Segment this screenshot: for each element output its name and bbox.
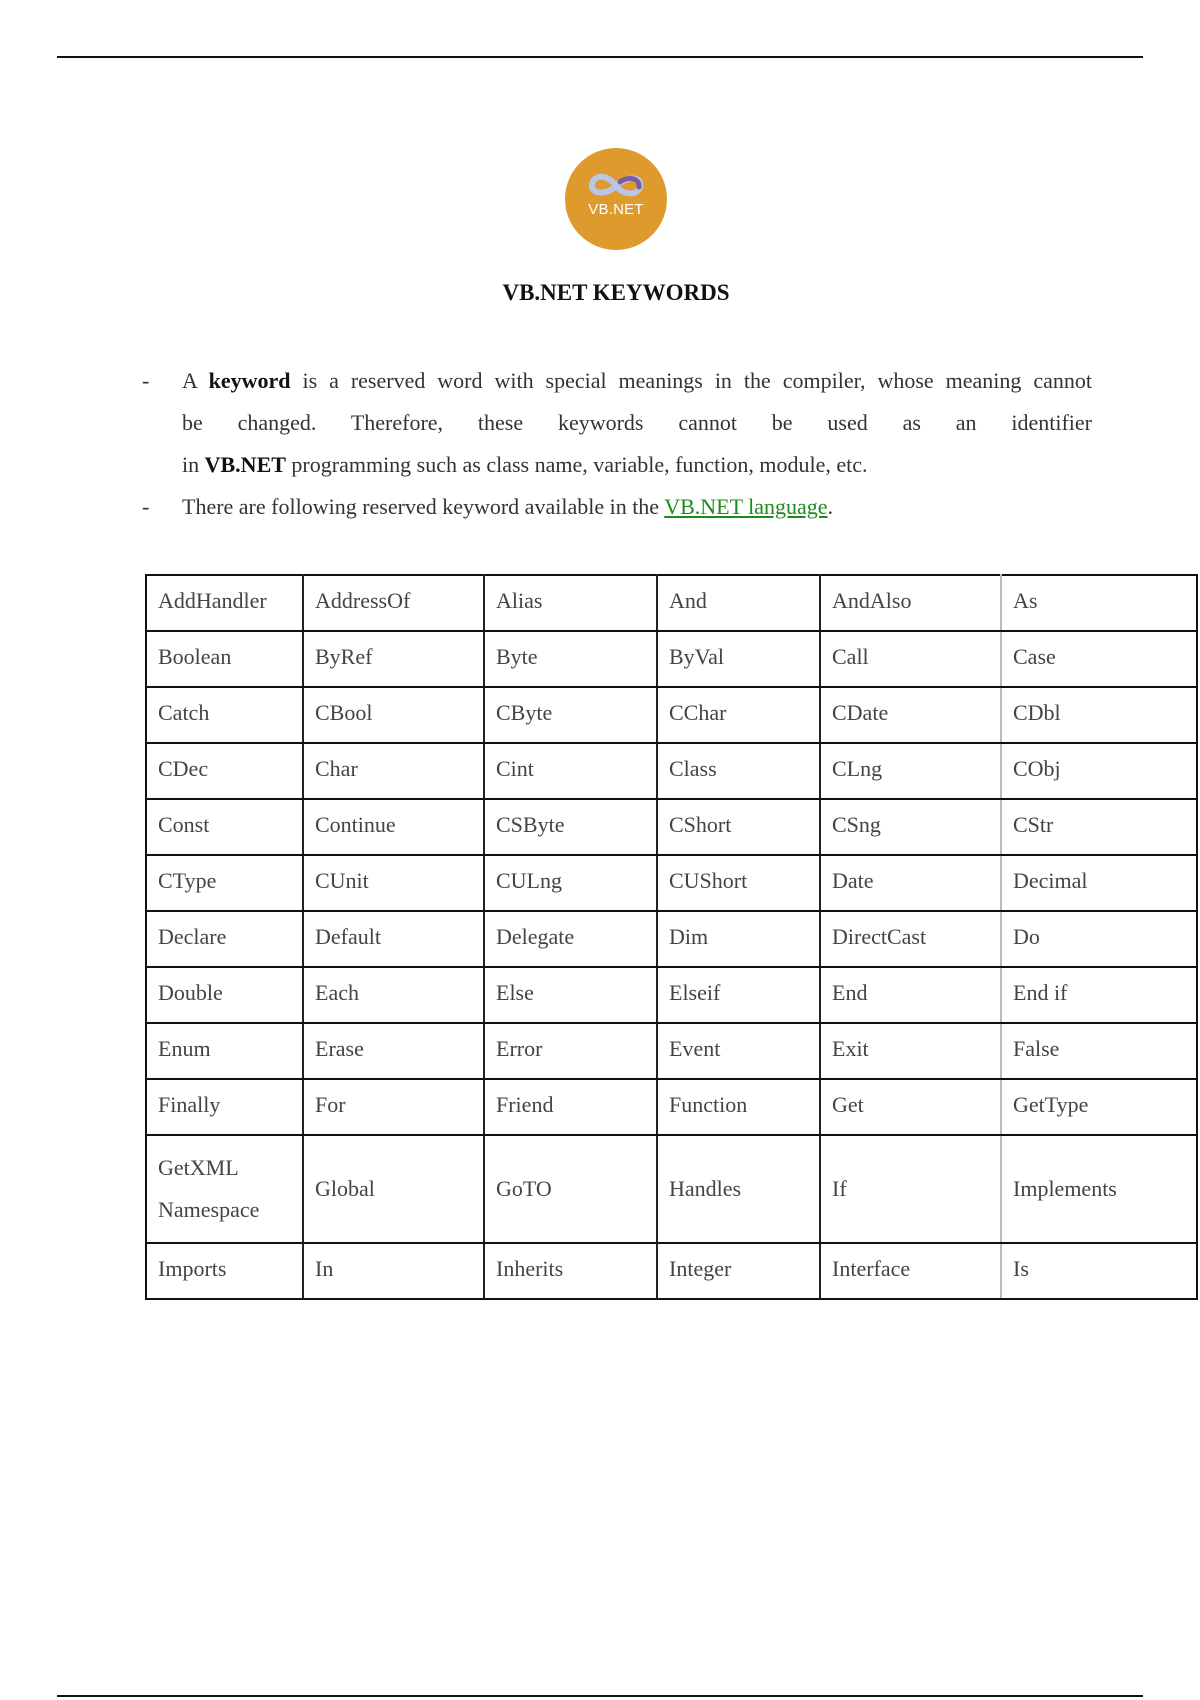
keyword-cell: CByte [484,687,657,743]
keyword-cell: Declare [146,911,303,967]
keyword-cell: Alias [484,575,657,631]
keyword-cell: For [303,1079,484,1135]
keyword-cell: Else [484,967,657,1023]
keyword-cell: Call [820,631,1001,687]
keyword-cell: Cint [484,743,657,799]
keyword-cell: Catch [146,687,303,743]
keyword-cell: End if [1001,967,1197,1023]
keyword-cell: Interface [820,1243,1001,1299]
keyword-cell: Default [303,911,484,967]
keyword-cell: CULng [484,855,657,911]
keyword-cell: Byte [484,631,657,687]
page-title: VB.NET KEYWORDS [502,280,730,305]
keyword-cell: Event [657,1023,820,1079]
table-row [146,855,1197,911]
keyword-cell: Const [146,799,303,855]
logo-text: VB.NET [588,201,644,218]
keyword-cell: Each [303,967,484,1023]
keyword-cell: Char [303,743,484,799]
table-row [146,687,1197,743]
keyword-cell: Get [820,1079,1001,1135]
vbnet-language-link[interactable]: VB.NET language [664,494,828,519]
keyword-cell: Global [303,1135,484,1243]
footer-rule [57,1695,1143,1697]
table-row [146,911,1197,967]
keyword-cell: ByRef [303,631,484,687]
keyword-cell: DirectCast [820,911,1001,967]
keyword-cell: Dim [657,911,820,967]
keyword-cell: CDate [820,687,1001,743]
keyword-cell: Elseif [657,967,820,1023]
keyword-cell: CStr [1001,799,1197,855]
infinity-icon [584,168,648,204]
keyword-cell: Class [657,743,820,799]
keyword-cell: Boolean [146,631,303,687]
table-row [146,743,1197,799]
keyword-cell: CObj [1001,743,1197,799]
bullet-line: A keyword is a reserved word with special meanings in the compiler, whose meaning cannot [182,368,1092,393]
keyword-cell: CShort [657,799,820,855]
table-row [146,631,1197,687]
vbnet-logo [565,148,667,250]
keyword-cell: AddressOf [303,575,484,631]
keyword-cell: CDbl [1001,687,1197,743]
keyword-cell: CSng [820,799,1001,855]
keyword-cell: Function [657,1079,820,1135]
table-row [146,1079,1197,1135]
table-row [146,1135,1197,1243]
keyword-cell: And [657,575,820,631]
table-row [146,575,1197,631]
keyword-cell: Erase [303,1023,484,1079]
keyword-cell: CType [146,855,303,911]
keyword-cell: CUShort [657,855,820,911]
table-row [146,1243,1197,1299]
keyword-cell: Delegate [484,911,657,967]
keyword-cell: Inherits [484,1243,657,1299]
bold-term: keyword [208,368,291,393]
keyword-cell: Implements [1001,1135,1197,1243]
bullet-line: be changed. Therefore, these keywords cannot be used as an identifier [182,410,1092,435]
keyword-cell: Enum [146,1023,303,1079]
keyword-cell: Error [484,1023,657,1079]
keyword-cell: CUnit [303,855,484,911]
table-row [146,1023,1197,1079]
bullet-dash: - [142,368,150,393]
keyword-cell: In [303,1243,484,1299]
keyword-cell: Imports [146,1243,303,1299]
keyword-cell: CDec [146,743,303,799]
keyword-cell: As [1001,575,1197,631]
keyword-cell: Case [1001,631,1197,687]
bullet-line: in VB.NET programming such as class name, variable, function, module, etc. [182,452,868,477]
keyword-cell: Is [1001,1243,1197,1299]
keyword-cell: GetXML Namespace [146,1135,303,1243]
keyword-cell: End [820,967,1001,1023]
keyword-cell: Do [1001,911,1197,967]
keyword-cell: Integer [657,1243,820,1299]
keyword-cell: Continue [303,799,484,855]
keyword-cell: GoTO [484,1135,657,1243]
keyword-cell: ByVal [657,631,820,687]
bold-term: VB.NET [204,452,286,477]
keyword-cell: Finally [146,1079,303,1135]
keyword-cell: CSByte [484,799,657,855]
keywords-table [145,574,1198,1300]
keyword-cell: If [820,1135,1001,1243]
bullet-keyword-list-intro [142,486,1092,528]
keyword-cell: Double [146,967,303,1023]
keyword-cell: CLng [820,743,1001,799]
keyword-cell: Handles [657,1135,820,1243]
keyword-cell: False [1001,1023,1197,1079]
keyword-cell: CBool [303,687,484,743]
keyword-cell: GetType [1001,1079,1197,1135]
header-rule [57,56,1143,58]
keyword-cell: AndAlso [820,575,1001,631]
intro-bullets [142,360,1092,528]
table-row [146,799,1197,855]
bullet-dash: - [142,494,150,519]
keyword-cell: Decimal [1001,855,1197,911]
bullet-keyword-definition [142,360,1092,486]
keyword-cell: CChar [657,687,820,743]
keyword-cell: AddHandler [146,575,303,631]
keyword-cell: Exit [820,1023,1001,1079]
bullet-line: There are following reserved keyword available in the VB.NET language. [182,494,834,519]
keyword-cell: Friend [484,1079,657,1135]
keyword-cell: Date [820,855,1001,911]
table-row [146,967,1197,1023]
